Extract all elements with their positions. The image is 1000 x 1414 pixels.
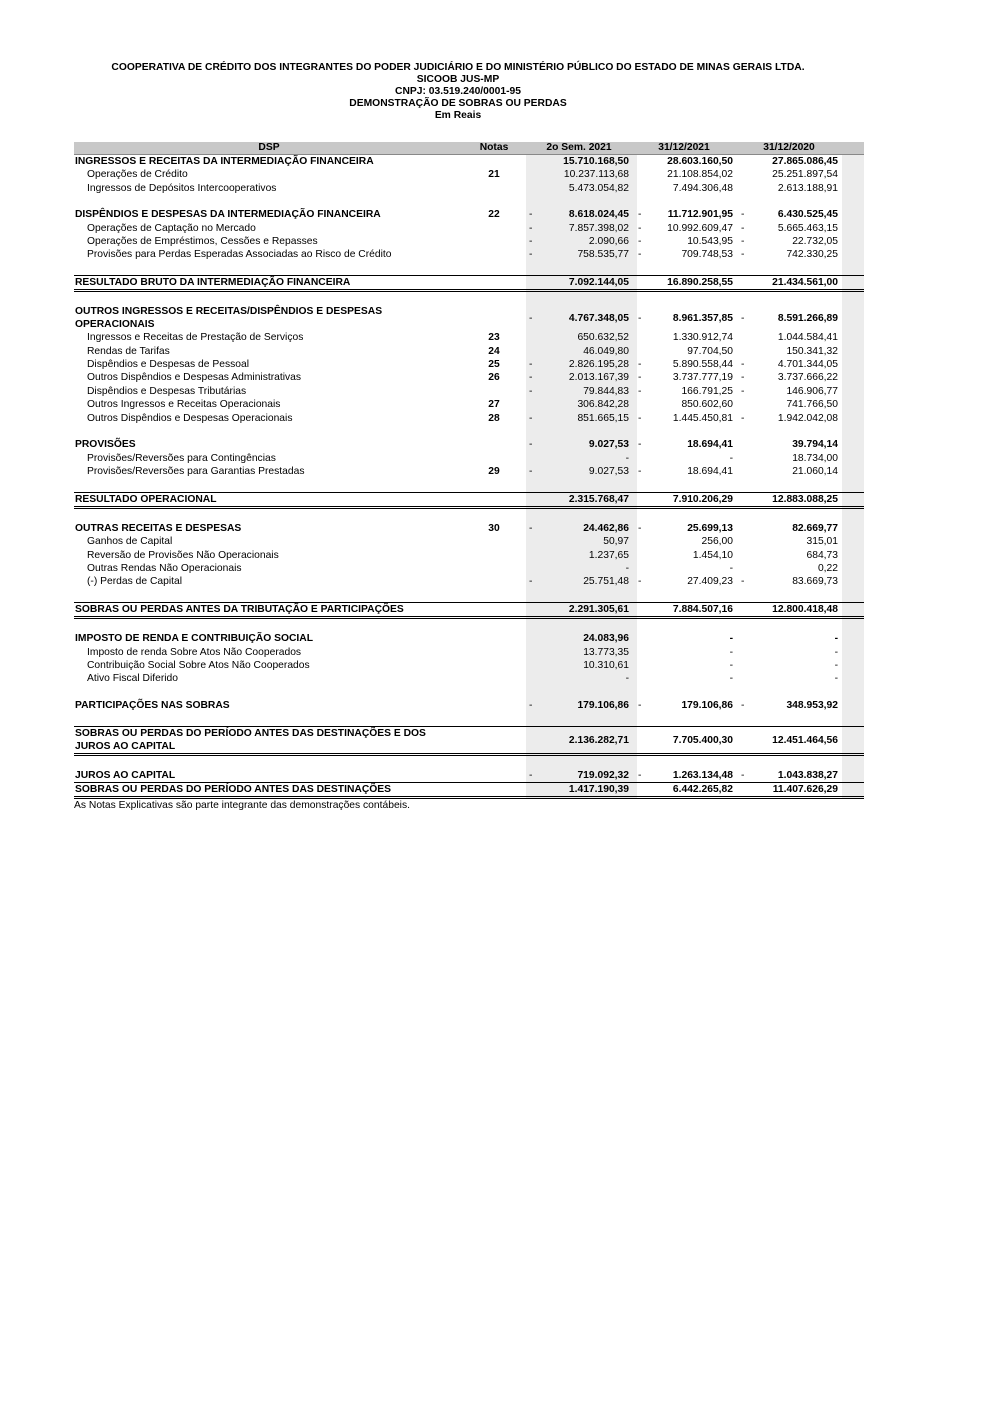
value-2sem2021: 2.826.195,28 (568, 359, 629, 371)
spacer (74, 686, 864, 699)
value-31-12-2021: - (729, 452, 733, 464)
value-2sem2021: 758.535,77 (577, 249, 629, 261)
value-2sem2021: - (625, 452, 629, 464)
value-31-12-2021: 97.704,50 (687, 345, 733, 357)
value-31-12-2020: 25.251.897,54 (772, 169, 838, 181)
row-notes: 25 (488, 359, 500, 371)
sign-31-12-2021: - (638, 313, 642, 325)
sign-2sem2021: - (529, 522, 533, 534)
spacer (74, 509, 864, 522)
sign-31-12-2020: - (741, 313, 745, 325)
value-2sem2021: 50,97 (603, 536, 629, 548)
value-2sem2021: 2.013.167,39 (568, 372, 629, 384)
row-label: Provisões/Reversões para Garantias Prestadas (87, 465, 305, 477)
row-label: Ingressos e Receitas de Prestação de Serviços (87, 332, 304, 344)
value-31-12-2020: 6.430.525,45 (777, 209, 838, 221)
value-31-12-2021: 6.442.265,82 (672, 784, 733, 796)
row-notes: 26 (488, 372, 500, 384)
value-31-12-2020: 348.953,92 (786, 700, 838, 712)
table-row (74, 672, 864, 685)
value-31-12-2021: 11.712.901,95 (667, 209, 733, 221)
sign-2sem2021: - (529, 439, 533, 451)
row-notes: 28 (488, 412, 500, 424)
value-31-12-2020: 27.865.086,45 (772, 156, 838, 167)
sign-2sem2021: - (529, 313, 533, 325)
value-31-12-2021: 7.494.306,48 (672, 182, 733, 194)
value-31-12-2020: 684,73 (806, 549, 838, 561)
sign-31-12-2021: - (638, 465, 642, 477)
row-label: Operações de Crédito (87, 169, 188, 181)
value-2sem2021: 24.462,86 (583, 522, 629, 534)
value-2sem2021: 5.473.054,82 (568, 182, 629, 194)
spacer (74, 589, 864, 602)
value-31-12-2020: - (834, 633, 838, 645)
value-31-12-2020: 12.451.464,56 (772, 734, 838, 746)
value-31-12-2020: 21.434.561,00 (772, 277, 838, 289)
row-label: Ganhos de Capital (87, 536, 173, 548)
value-31-12-2020: 315,01 (806, 536, 838, 548)
sign-31-12-2021: - (638, 236, 642, 248)
value-2sem2021: 2.291.305,61 (568, 603, 629, 615)
table-row (74, 549, 864, 562)
col-header-2sem2021: 2o Sem. 2021 (546, 142, 612, 153)
table-row (74, 345, 864, 358)
sign-31-12-2021: - (638, 439, 642, 451)
value-2sem2021: 15.710.168,50 (563, 156, 629, 167)
table-row (74, 769, 864, 782)
sign-31-12-2021: - (638, 209, 642, 221)
value-2sem2021: 79.844,83 (583, 385, 629, 397)
sign-2sem2021: - (529, 700, 533, 712)
table-row (74, 699, 864, 712)
value-31-12-2021: 3.737.777,19 (672, 372, 733, 384)
table-row (74, 398, 864, 411)
value-2sem2021: - (625, 562, 629, 574)
value-2sem2021: 7.857.398,02 (568, 222, 629, 234)
table-row (74, 208, 864, 221)
value-31-12-2021: 7.910.206,29 (672, 493, 733, 505)
value-31-12-2020: 21.060,14 (792, 465, 838, 477)
value-2sem2021: 24.083,96 (583, 633, 629, 645)
sign-31-12-2020: - (741, 249, 745, 261)
value-31-12-2020: - (834, 660, 838, 671)
sign-31-12-2021: - (638, 359, 642, 371)
table-row (74, 659, 864, 672)
value-2sem2021: 2.136.282,71 (568, 734, 629, 746)
sign-2sem2021: - (529, 465, 533, 477)
value-31-12-2020: 39.794,14 (792, 439, 838, 451)
table-row (74, 222, 864, 235)
table-row (74, 412, 864, 425)
sign-31-12-2021: - (638, 249, 642, 261)
row-label: RESULTADO BRUTO DA INTERMEDIAÇÃO FINANCEIRA (75, 277, 351, 289)
value-31-12-2020: 742.330,25 (786, 249, 838, 261)
table-row (74, 646, 864, 659)
col-header-31-12-2020: 31/12/2020 (763, 142, 815, 153)
spacer (74, 292, 864, 305)
sign-31-12-2021: - (638, 769, 642, 781)
value-31-12-2020: 18.734,00 (792, 452, 838, 464)
value-31-12-2021: 1.454,10 (692, 549, 733, 561)
sign-31-12-2021: - (638, 700, 642, 712)
row-label: OUTROS INGRESSOS E RECEITAS/DISPÊNDIOS E DESPESAS (75, 306, 383, 318)
sign-31-12-2020: - (741, 222, 745, 234)
sign-31-12-2020: - (741, 372, 745, 384)
value-2sem2021: 719.092,32 (577, 769, 629, 781)
value-31-12-2020: 82.669,77 (792, 522, 838, 534)
sign-31-12-2020: - (741, 769, 745, 781)
table-header-row (74, 142, 864, 155)
value-31-12-2020: 83.669,73 (792, 576, 838, 588)
value-2sem2021: 10.237.113,68 (563, 169, 629, 181)
row-label: INGRESSOS E RECEITAS DA INTERMEDIAÇÃO FINANCEIRA (75, 156, 374, 167)
value-31-12-2021: - (729, 673, 733, 685)
row-label: Rendas de Tarifas (87, 345, 170, 357)
value-31-12-2020: - (834, 646, 838, 658)
value-31-12-2020: 1.942.042,08 (777, 412, 838, 424)
value-31-12-2021: - (729, 633, 733, 645)
spacer (74, 478, 864, 491)
value-31-12-2020: 3.737.666,22 (777, 372, 838, 384)
value-31-12-2021: 16.890.258,55 (667, 277, 733, 289)
value-31-12-2021: - (729, 660, 733, 671)
row-notes: 30 (488, 522, 500, 534)
row-label: OUTRAS RECEITAS E DESPESAS (75, 522, 242, 534)
row-label: Ingressos de Depósitos Intercooperativos (87, 182, 277, 194)
sign-31-12-2020: - (741, 576, 745, 588)
sign-31-12-2021: - (638, 522, 642, 534)
sign-31-12-2021: - (638, 372, 642, 384)
value-2sem2021: 8.618.024,45 (568, 209, 629, 221)
col-header-31-12-2021: 31/12/2021 (658, 142, 710, 153)
value-31-12-2021: 18.694,41 (687, 465, 733, 477)
row-label: Reversão de Provisões Não Operacionais (87, 549, 279, 561)
table-row (74, 331, 864, 344)
table-row (74, 155, 864, 168)
sign-31-12-2020: - (741, 209, 745, 221)
col-header-notas: Notas (479, 142, 509, 153)
sign-2sem2021: - (529, 236, 533, 248)
sign-2sem2021: - (529, 372, 533, 384)
sign-2sem2021: - (529, 385, 533, 397)
table-row (74, 371, 864, 384)
spacer (74, 756, 864, 769)
spacer (74, 262, 864, 275)
sign-2sem2021: - (529, 222, 533, 234)
sign-31-12-2020: - (741, 385, 745, 397)
value-31-12-2021: 21.108.854,02 (667, 169, 733, 181)
value-31-12-2020: 12.800.418,48 (772, 603, 838, 615)
value-2sem2021: 1.417.190,39 (568, 784, 629, 796)
row-notes: 21 (488, 169, 500, 181)
row-label: PARTICIPAÇÕES NAS SOBRAS (75, 700, 230, 712)
spacer (74, 619, 864, 632)
table-row (74, 492, 864, 509)
value-31-12-2020: 146.906,77 (786, 385, 838, 397)
value-2sem2021: 306.842,28 (577, 399, 629, 411)
row-label: Outras Rendas Não Operacionais (87, 562, 242, 574)
row-label: RESULTADO OPERACIONAL (75, 493, 217, 505)
table-row (74, 438, 864, 451)
row-label: SOBRAS OU PERDAS DO PERÍODO ANTES DAS DESTINAÇÕES (75, 784, 392, 796)
value-31-12-2020: 0,22 (817, 562, 838, 574)
value-31-12-2020: 5.665.463,15 (777, 222, 838, 234)
company-name: COOPERATIVA DE CRÉDITO DOS INTEGRANTES DO PODER JUDICIÁRIO E DO MINISTÉRIO PÚBLICO DO ESTADO DE MINAS GERAIS LTDA. (111, 62, 805, 73)
value-31-12-2021: 10.543,95 (687, 236, 733, 248)
row-label: Ativo Fiscal Diferido (87, 673, 178, 685)
spacer (74, 195, 864, 208)
sign-2sem2021: - (529, 576, 533, 588)
row-label: SOBRAS OU PERDAS DO PERÍODO ANTES DAS DESTINAÇÕES E DOS (75, 727, 426, 739)
sign-2sem2021: - (529, 209, 533, 221)
value-31-12-2021: 1.263.134,48 (672, 769, 733, 781)
currency-note: Em Reais (434, 110, 482, 121)
financial-statement-table (74, 142, 864, 799)
col-header-dsp: DSP (258, 142, 280, 153)
table-row (74, 182, 864, 195)
value-2sem2021: 179.106,86 (577, 700, 629, 712)
row-label: Provisões/Reversões para Contingências (87, 452, 276, 464)
row-label: JUROS AO CAPITAL (75, 769, 176, 781)
row-label-continued: JUROS AO CAPITAL (75, 740, 176, 752)
value-31-12-2020: 11.407.626,29 (772, 784, 838, 796)
table-row (74, 385, 864, 398)
value-2sem2021: 4.767.348,05 (568, 313, 629, 325)
value-31-12-2020: 22.732,05 (792, 236, 838, 248)
row-notes: 27 (488, 399, 500, 411)
row-label: IMPOSTO DE RENDA E CONTRIBUIÇÃO SOCIAL (75, 633, 313, 645)
table-row (74, 358, 864, 371)
value-31-12-2021: 1.445.450,81 (672, 412, 733, 424)
sign-31-12-2021: - (638, 576, 642, 588)
report-header (0, 62, 916, 122)
row-label: DISPÊNDIOS E DESPESAS DA INTERMEDIAÇÃO FINANCEIRA (75, 209, 381, 221)
value-31-12-2021: 256,00 (701, 536, 733, 548)
value-31-12-2021: 7.884.507,16 (672, 603, 733, 615)
table-row (74, 305, 864, 331)
value-2sem2021: - (625, 673, 629, 685)
row-label: Contribuição Social Sobre Atos Não Cooperados (87, 660, 310, 671)
value-2sem2021: 46.049,80 (583, 345, 629, 357)
value-31-12-2020: 150.341,32 (786, 345, 838, 357)
value-31-12-2020: 1.044.584,41 (777, 332, 838, 344)
sign-2sem2021: - (529, 769, 533, 781)
value-31-12-2021: 709.748,53 (681, 249, 733, 261)
sign-31-12-2021: - (638, 222, 642, 234)
value-31-12-2021: 25.699,13 (687, 522, 733, 534)
sign-31-12-2020: - (741, 412, 745, 424)
value-31-12-2021: 1.330.912,74 (672, 332, 733, 344)
value-31-12-2020: 2.613.188,91 (777, 182, 838, 194)
value-31-12-2021: 28.603.160,50 (667, 156, 733, 167)
table-row (74, 562, 864, 575)
row-notes: 22 (488, 209, 500, 221)
sign-31-12-2021: - (638, 412, 642, 424)
row-label: Outros Ingressos e Receitas Operacionais (87, 399, 281, 411)
cnpj: CNPJ: 03.519.240/0001-95 (395, 86, 521, 97)
value-2sem2021: 9.027,53 (588, 439, 629, 451)
table-row (74, 602, 864, 619)
row-label: Dispêndios e Despesas Tributárias (87, 385, 247, 397)
table-row (74, 168, 864, 181)
table-row (74, 632, 864, 645)
sign-31-12-2020: - (741, 359, 745, 371)
value-31-12-2021: 18.694,41 (687, 439, 733, 451)
value-2sem2021: 10.310,61 (583, 660, 629, 671)
row-label: Imposto de renda Sobre Atos Não Cooperados (87, 646, 302, 658)
footnote: As Notas Explicativas são parte integrante das demonstrações contábeis. (74, 800, 410, 811)
table-row (74, 452, 864, 465)
sign-2sem2021: - (529, 249, 533, 261)
sign-31-12-2021: - (638, 385, 642, 397)
sign-31-12-2020: - (741, 236, 745, 248)
value-31-12-2021: - (729, 646, 733, 658)
value-2sem2021: 650.632,52 (577, 332, 629, 344)
row-label: Operações de Captação no Mercado (87, 222, 256, 234)
sign-31-12-2020: - (741, 700, 745, 712)
value-31-12-2021: 27.409,23 (687, 576, 733, 588)
value-31-12-2021: 166.791,25 (681, 385, 733, 397)
table-row (74, 726, 864, 756)
table-row (74, 782, 864, 799)
row-label: (-) Perdas de Capital (87, 576, 182, 588)
row-notes: 24 (488, 345, 500, 357)
value-31-12-2021: 8.961.357,85 (672, 313, 733, 325)
row-label: Outros Dispêndios e Despesas Operacionais (87, 412, 293, 424)
row-label: Operações de Empréstimos, Cessões e Repasses (87, 236, 318, 248)
sign-2sem2021: - (529, 359, 533, 371)
row-notes: 29 (488, 465, 500, 477)
table-row (74, 575, 864, 588)
value-31-12-2021: 7.705.400,30 (672, 734, 733, 746)
row-label: Dispêndios e Despesas de Pessoal (87, 359, 249, 371)
value-31-12-2021: 5.890.558,44 (672, 359, 733, 371)
value-31-12-2020: 8.591.266,89 (777, 313, 838, 325)
value-2sem2021: 2.315.768,47 (568, 493, 629, 505)
value-31-12-2021: 10.992.609,47 (667, 222, 733, 234)
value-31-12-2020: 1.043.838,27 (777, 769, 838, 781)
value-2sem2021: 9.027,53 (588, 465, 629, 477)
table-row (74, 248, 864, 261)
table-row (74, 522, 864, 535)
table-row (74, 535, 864, 548)
row-label: PROVISÕES (75, 439, 136, 451)
row-label: SOBRAS OU PERDAS ANTES DA TRIBUTAÇÃO E PARTICIPAÇÕES (75, 603, 404, 615)
value-31-12-2020: - (834, 673, 838, 685)
table-row (74, 235, 864, 248)
value-2sem2021: 13.773,35 (583, 646, 629, 658)
value-31-12-2020: 4.701.344,05 (777, 359, 838, 371)
row-label-continued: OPERACIONAIS (75, 319, 155, 331)
value-2sem2021: 25.751,48 (583, 576, 629, 588)
value-31-12-2021: 179.106,86 (681, 700, 733, 712)
value-2sem2021: 7.092.144,05 (568, 277, 629, 289)
table-row (74, 465, 864, 478)
row-notes: 23 (488, 332, 500, 344)
value-31-12-2021: - (729, 562, 733, 574)
value-31-12-2020: 12.883.088,25 (772, 493, 838, 505)
table-row (74, 275, 864, 292)
value-2sem2021: 2.090,66 (588, 236, 629, 248)
value-2sem2021: 851.665,15 (577, 412, 629, 424)
company-short-name: SICOOB JUS-MP (416, 74, 500, 85)
report-title: DEMONSTRAÇÃO DE SOBRAS OU PERDAS (349, 98, 567, 109)
value-31-12-2021: 850.602,60 (681, 399, 733, 411)
value-2sem2021: 1.237,65 (588, 549, 629, 561)
spacer (74, 712, 864, 725)
row-label: Outros Dispêndios e Despesas Administrativas (87, 372, 302, 384)
value-31-12-2020: 741.766,50 (786, 399, 838, 411)
spacer (74, 425, 864, 438)
sign-2sem2021: - (529, 412, 533, 424)
row-label: Provisões para Perdas Esperadas Associadas ao Risco de Crédito (87, 249, 392, 261)
